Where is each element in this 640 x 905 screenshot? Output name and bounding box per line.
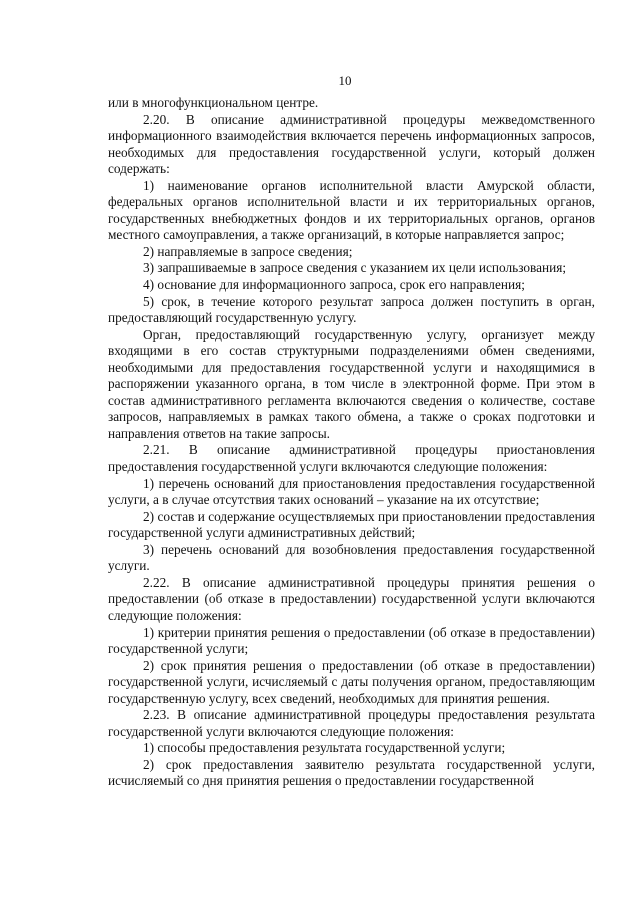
paragraph: 1) способы предоставления результата государственной услуги;: [143, 740, 506, 756]
paragraph: 2.21. В описание административной процедуры приостановления предоставления государственной услуги включаются следующие положения:: [108, 442, 595, 475]
paragraph: 2.20. В описание административной процедуры межведомственного информационного взаимодействия включается перечень информационных запросов, необходимых для предоставления государственной услуги, который должен содержать:: [108, 111, 595, 177]
document-body: [108, 95, 595, 790]
paragraph: Орган, предоставляющий государственную услугу, организует между входящими в его состав структурными подразделениями обмен сведениями, необходимыми для предоставления государственной услуги и находящимися в распоряжении указанного органа, в том числе в электронной форме. При этом в состав административного регламента включаются сведения о количестве, составе запросов, направляемых в рамках такого обмена, а также о сроках подготовки и направления ответов на такие запросы.: [108, 326, 595, 441]
page-number: 10: [338, 73, 352, 88]
paragraph: 3) перечень оснований для возобновления предоставления государственной услуги.: [108, 541, 595, 574]
paragraph: 1) наименование органов исполнительной власти Амурской области, федеральных органов исполнительной власти и их территориальных органов, государственных внебюджетных фондов и их территориальных органов, органов местного самоуправления, а также организаций, в которые направляется запрос;: [108, 177, 595, 243]
paragraph: 3) запрашиваемые в запросе сведения с указанием их цели использования;: [143, 260, 567, 276]
paragraph: или в многофункциональном центре.: [108, 95, 319, 110]
paragraph: 4) основание для информационного запроса, срок его направления;: [143, 277, 525, 293]
paragraph: 2.22. В описание административной процедуры принятия решения о предоставлении (об отказе в предоставлении) государственной услуги включаются следующие положения:: [108, 574, 595, 623]
paragraph: 2) состав и содержание осуществляемых при приостановлении предоставления государственной услуги административных действий;: [108, 508, 595, 541]
paragraph: 1) критерии принятия решения о предоставлении (об отказе в предоставлении) государственной услуги;: [108, 624, 595, 657]
paragraph: 2) срок предоставления заявителю результата государственной услуги, исчисляемый со дня принятия решения о предоставлении государственной: [108, 756, 595, 789]
paragraph: 2) направляемые в запросе сведения;: [143, 243, 353, 259]
paragraph: 5) срок, в течение которого результат запроса должен поступить в орган, предоставляющий государственную услугу.: [108, 293, 595, 326]
paragraph: 1) перечень оснований для приостановления предоставления государственной услуги, а в случае отсутствия таких оснований – указание на их отсутствие;: [108, 475, 595, 508]
paragraph: 2) срок принятия решения о предоставлении (об отказе в предоставлении) государственной услуги, исчисляемый с даты получения органом, предоставляющим государственную услугу, всех сведений, необходимых для принятия решения.: [108, 657, 595, 706]
paragraph: 2.23. В описание административной процедуры предоставления результата государственной услуги включаются следующие положения:: [108, 707, 595, 739]
